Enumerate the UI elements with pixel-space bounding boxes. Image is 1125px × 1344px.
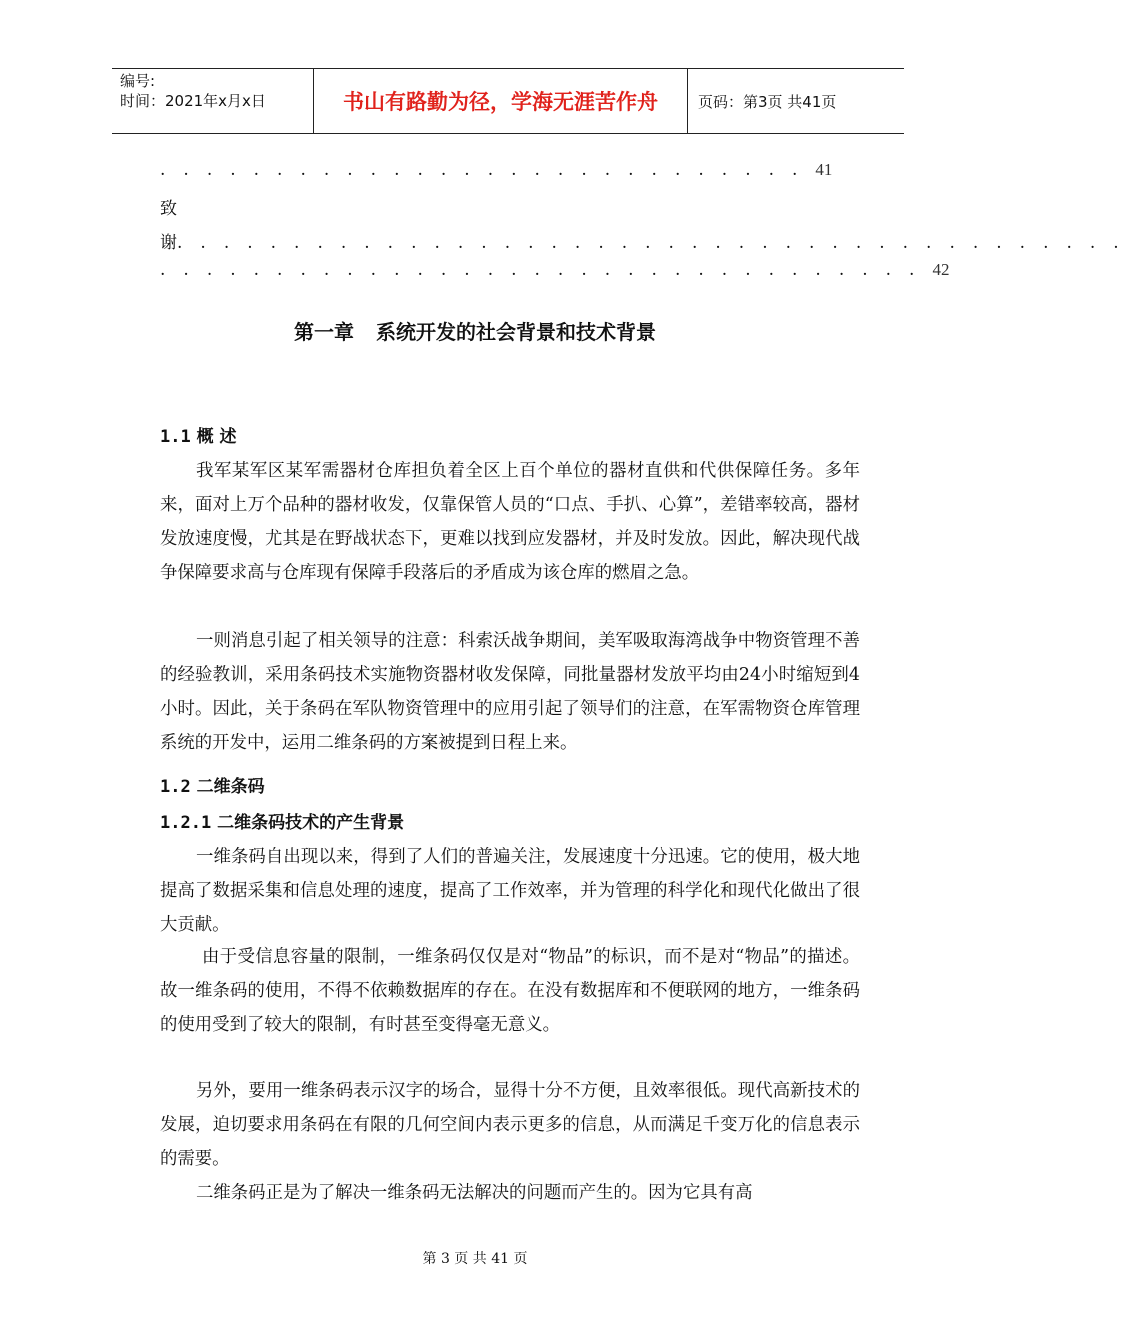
toc-line-3 xyxy=(160,228,1125,253)
paragraph: 二维条码正是为了解决一维条码无法解决的问题而产生的。因为它具有高 xyxy=(196,1183,753,1203)
toc-leader: . . . . . . . . . . . . . . . . . . . . . . . . . . . . xyxy=(160,160,816,180)
paragraph: 我军某军区某军需器材仓库担负着全区上百个单位的器材直供和代供保障任务。多年来，面对上万个品种的器材收发，仅靠保管人员的“口点、手扒、心算”，差错率较高，器材发放速度慢，尤其是在野战状态下，更难以找到应发器材，并及时发放。因此，解决现代战争保障要求高与仓库现有保障手段落后的矛盾成为该仓库的燃眉之急。 xyxy=(160,461,860,583)
paragraph: 一则消息引起了相关领导的注意：科索沃战争期间，美军吸取海湾战争中物资管理不善的经验教训，采用条码技术实施物资器材收发保障，同批量器材发放平均由24小时缩短到4小时。因此，关于条码在军队物资管理中的应用引起了领导们的注意，在军需物资仓库管理系统的开发中，运用二维条码的方案被提到日程上来。 xyxy=(160,631,860,753)
page-footer: 第 3 页 共 41 页 xyxy=(422,1251,528,1267)
page-header xyxy=(112,68,904,134)
time-label: 时间：2021年x月x日 xyxy=(120,92,266,110)
toc-leader: . . . . . . . . . . . . . . . . . . . . . . . . . . . . . . . . . . . . . . . . . xyxy=(177,233,1125,253)
section-heading-1-2-1 xyxy=(160,808,404,833)
section-heading-1-1 xyxy=(160,422,237,447)
section-heading-1-2 xyxy=(160,772,265,797)
chapter-name: 系统开发的社会背景和技术背景 xyxy=(376,320,656,344)
paragraph: 一维条码自出现以来，得到了人们的普遍关注，发展速度十分迅速。它的使用，极大地提高了数据采集和信息处理的速度，提高了工作效率，并为管理的科学化和现代化做出了很大贡献。 xyxy=(160,847,860,935)
chapter-title xyxy=(0,316,950,345)
toc-page-number: 42 xyxy=(932,260,950,279)
section-number: 1.2.1 xyxy=(160,813,212,833)
toc-leader: . . . . . . . . . . . . . . . . . . . . . . . . . . . . . . . . . xyxy=(160,260,933,280)
paragraph: 由于受信息容量的限制，一维条码仅仅是对“物品”的标识，而不是对“物品”的描述。故一维条码的使用，不得不依赖数据库的存在。在没有数据库和不便联网的地方，一维条码的使用受到了较大的限制，有时甚至变得毫无意义。 xyxy=(160,947,860,1035)
section-title: 二维条码技术的产生背景 xyxy=(217,813,405,833)
section-number: 1.1 xyxy=(160,427,191,447)
number-label: 编号: xyxy=(120,72,156,90)
paragraph: 另外，要用一维条码表示汉字的场合，显得十分不方便，且效率很低。现代高新技术的发展，迫切要求用条码在有限的几何空间内表示更多的信息，从而满足千变万化的信息表示的需要。 xyxy=(160,1081,860,1169)
toc-line-4 xyxy=(160,260,949,280)
section-title: 概 述 xyxy=(196,427,237,447)
toc-page-number: 41 xyxy=(815,160,833,179)
section-title: 二维条码 xyxy=(196,777,265,797)
header-page-label: 页码：第3页 共41页 xyxy=(698,92,837,111)
toc-entry-text: 谢 xyxy=(160,233,177,253)
section-number: 1.2 xyxy=(160,777,191,797)
chapter-number: 第一章 xyxy=(294,320,354,344)
toc-line-1 xyxy=(160,160,832,180)
header-meta xyxy=(112,69,314,133)
toc-entry-text: 致 xyxy=(160,199,177,219)
toc-line-2 xyxy=(160,194,177,219)
header-motto: 书山有路勤为径，学海无涯苦作舟 xyxy=(314,69,688,133)
